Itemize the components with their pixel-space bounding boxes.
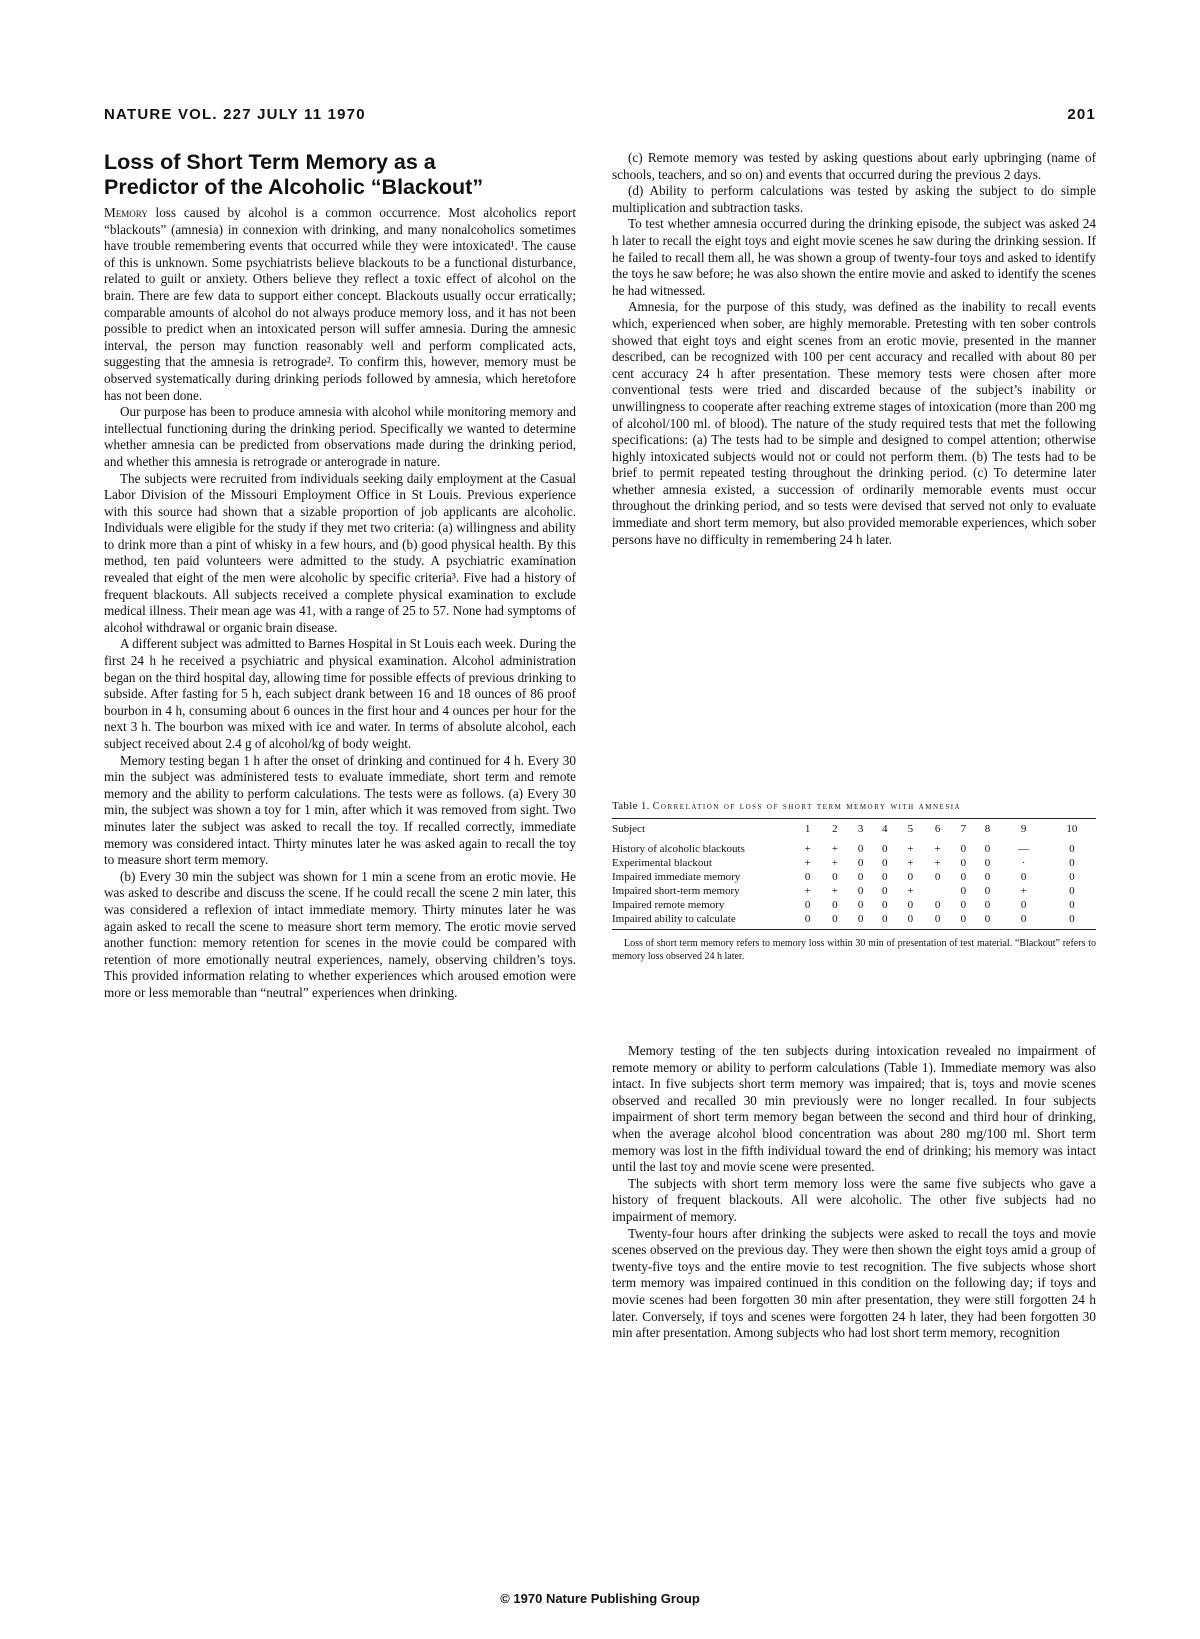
paragraph: (d) Ability to perform calculations was tested by asking the subject to do simple multiplication and subtraction tasks. bbox=[612, 183, 1096, 215]
right-column-top bbox=[612, 150, 1096, 790]
table-cell: 0 bbox=[881, 885, 888, 897]
title-line-1: Loss of Short Term Memory as a bbox=[104, 150, 436, 174]
table-cell: + bbox=[804, 843, 811, 855]
right-column-bottom bbox=[612, 1043, 1096, 1543]
column-header: 1 bbox=[804, 823, 811, 835]
column-header: 5 bbox=[907, 823, 914, 835]
table-cell: 0 bbox=[934, 871, 941, 883]
table-cell: 0 bbox=[881, 899, 888, 911]
paragraph: The subjects were recruited from individuals seeking daily employment at the Casual Labor Division of the Missouri Employment Office in St Louis. Previous experience with this source had shown that a sizable proportion of job applicants are alcoholic. Individuals were eligible for the study if they met two criteria: (a) willingness and ability to drink more than a pint of whisky in a few hours, and (b) good physical health. By this method, ten paid volunteers were admitted to the study. A psychiatric examination revealed that eight of the men were alcoholic by specific criteria³. Five had a history of frequent blackouts. All subjects received a complete physical examination to exclude medical illness. Their mean age was 41, with a range of 25 to 57. None had symptoms of alcohol withdrawal or organic brain disease. bbox=[104, 470, 576, 635]
table-cell: 0 bbox=[881, 843, 888, 855]
table-1 bbox=[612, 800, 1096, 1030]
table-cell: 0 bbox=[857, 871, 864, 883]
row-label: Experimental blackout bbox=[612, 857, 712, 869]
table-cell bbox=[924, 884, 951, 898]
table-label: Table 1. bbox=[612, 800, 650, 812]
table-cell: 0 bbox=[907, 899, 914, 911]
table-cell: + bbox=[831, 843, 838, 855]
table-row bbox=[612, 839, 1096, 856]
column-header: 3 bbox=[857, 823, 864, 835]
table-row bbox=[612, 898, 1096, 912]
table-cell: 0 bbox=[934, 913, 941, 925]
table-caption bbox=[612, 800, 1096, 812]
table-cell: 0 bbox=[1020, 871, 1027, 883]
table-cell: + bbox=[804, 885, 811, 897]
column-header: 10 bbox=[1066, 823, 1078, 835]
row-label: Impaired immediate memory bbox=[612, 871, 741, 883]
page-number: 201 bbox=[1067, 106, 1096, 123]
table-row bbox=[612, 884, 1096, 898]
table-cell: 0 bbox=[857, 913, 864, 925]
table-cell: 0 bbox=[832, 899, 838, 911]
table-cell: 0 bbox=[984, 843, 991, 855]
table-cell: 0 bbox=[832, 913, 838, 925]
row-label: Impaired short-term memory bbox=[612, 885, 740, 897]
table-cell: 0 bbox=[832, 871, 838, 883]
table-cell: 0 bbox=[1069, 871, 1075, 883]
table-cell: 0 bbox=[960, 885, 967, 897]
data-table bbox=[612, 819, 1096, 929]
table-cell: 0 bbox=[881, 871, 888, 883]
table-row bbox=[612, 870, 1096, 884]
paragraph: Our purpose has been to produce amnesia with alcohol while monitoring memory and intellectual functioning during the drinking period. Specifically we wanted to determine whether amnesia can be predicted from observations made during the drinking period, and whether this amnesia is retrograde or anterograde in nature. bbox=[104, 404, 576, 469]
table-cell: 0 bbox=[881, 857, 888, 869]
column-header: 6 bbox=[934, 823, 941, 835]
table-rule-bottom bbox=[612, 929, 1096, 930]
table-cell: 0 bbox=[960, 913, 967, 925]
table-cell: + bbox=[907, 843, 914, 855]
paragraph: Memory testing of the ten subjects during intoxication revealed no impairment of remote memory or ability to perform calculations (Table 1). Immediate memory was also intact. In five subjects short term memory was impaired; that is, toys and movie scenes observed and recalled 30 min previously were no longer recalled. In four subjects impairment of short term memory began between the second and third hour of drinking, when the average alcohol blood concentration was about 280 mg/100 ml. Short term memory was lost in the fifth individual toward the end of drinking; his memory was intact until the last toy and movie scene were presented. bbox=[612, 1043, 1096, 1175]
table-cell: 0 bbox=[907, 913, 914, 925]
paragraph-text: loss caused by alcohol is a common occurrence. Most alcoholics report “blackouts” (amnesia) in connexion with drinking, and many nonalcoholics sometimes have trouble remembering events that occurred while they were intoxicated¹. The cause of this is unknown. Some psychiatrists believe blackouts to be a functional disturbance, related to guilt or anxiety. Others believe they reflect a toxic effect of alcohol on the brain. There are few data to support either concept. Blackouts usually occur erratically; comparable amounts of alcohol do not always produce memory loss, and it has not been possible to predict when an intoxicated person will suffer amnesia. During the amnesic interval, the person may function reasonably well and perform complicated acts, suggesting that the amnesia is retrograde². To confirm this, however, memory must be observed systematically during drinking periods followed by amnesia, which heretofore has not been done. bbox=[104, 205, 576, 403]
table-cell: · bbox=[1021, 857, 1026, 869]
table-body bbox=[612, 839, 1096, 929]
journal-citation: NATURE VOL. 227 JULY 11 1970 bbox=[104, 106, 366, 123]
row-label: Impaired ability to calculate bbox=[612, 913, 736, 925]
table-cell: 0 bbox=[984, 871, 991, 883]
table-cell: 0 bbox=[1069, 899, 1075, 911]
table-cell: 0 bbox=[907, 871, 914, 883]
table-cell: 0 bbox=[857, 843, 864, 855]
column-header: 7 bbox=[960, 823, 967, 835]
column-header: 8 bbox=[984, 823, 991, 835]
row-label: Impaired remote memory bbox=[612, 899, 725, 911]
table-cell: + bbox=[831, 857, 838, 869]
table-cell: 0 bbox=[857, 885, 864, 897]
table-cell: 0 bbox=[960, 871, 967, 883]
table-cell: 0 bbox=[960, 857, 967, 869]
paragraph: Memory testing began 1 h after the onset of drinking and continued for 4 h. Every 30 min the subject was administered tests to evaluate immediate, short term and remote memory and the ability to perform calculations. The tests were as follows. (a) Every 30 min, the subject was shown a toy for 1 min, after which it was removed from sight. Two minutes later the subject was asked to recall the toy. If recalled correctly, immediate memory was considered intact. Thirty minutes later he was asked again to recall the toy to measure short term memory. bbox=[104, 752, 576, 868]
table-cell: 0 bbox=[857, 857, 864, 869]
table-cell: + bbox=[934, 843, 941, 855]
table-cell: 0 bbox=[1020, 913, 1027, 925]
table-cell: + bbox=[907, 857, 914, 869]
paragraph: The subjects with short term memory loss were the same five subjects who gave a history of frequent blackouts. All were alcoholic. The other five subjects had no impairment of memory. bbox=[612, 1175, 1096, 1224]
paragraph: Twenty-four hours after drinking the subjects were asked to recall the toys and movie scenes observed on the previous day. They were then shown the eight toys amid a group of twenty-five toys and the entire movie to test recognition. The five subjects whose short term memory was impaired continued in this condition on the following day; if toys and movie scenes had been forgotten 30 min after presentation, they were still forgotten 24 h later. Conversely, if toys and scenes were forgotten 24 h later, they had been forgotten 30 min after presentation. Among subjects who had lost short term memory, recognition bbox=[612, 1225, 1096, 1341]
paragraph bbox=[104, 205, 576, 404]
table-cell: 0 bbox=[804, 913, 811, 925]
paragraph: (c) Remote memory was tested by asking questions about early upbringing (name of schools, teachers, and so on) and events that occurred during the previous 2 days. bbox=[612, 150, 1096, 182]
table-row bbox=[612, 856, 1096, 870]
table-cell: 0 bbox=[984, 857, 991, 869]
left-column bbox=[104, 205, 576, 1540]
table-cell: 0 bbox=[1069, 843, 1075, 855]
table-cell: 0 bbox=[1069, 885, 1075, 897]
table-cell: 0 bbox=[804, 871, 811, 883]
table-cell: 0 bbox=[857, 899, 864, 911]
table-title: Correlation of loss of short term memory with amnesia bbox=[652, 801, 962, 812]
column-header: 9 bbox=[1020, 823, 1027, 835]
running-header bbox=[104, 106, 1096, 130]
paragraph: Amnesia, for the purpose of this study, was defined as the inability to recall events which, experienced when sober, are highly memorable. Pretesting with ten sober controls showed that eight toys and eight scenes from an erotic movie, presented in the manner described, can be recognized with 100 per cent accuracy and recalled with about 80 per cent accuracy 24 h after presentation. These memory tests were chosen after more conventional tests were tried and discarded because of the subject’s inability or unwillingness to cooperate after reaching extreme stages of intoxication (more than 200 mg of alcohol/100 ml. of blood). The nature of the study required tests that met the following specifications: (a) The tests had to be simple and designed to compel attention; otherwise highly intoxicated subjects would not or could not perform them. (b) The tests had to be brief to permit repeated testing throughout the drinking period. (c) To determine later whether amnesia existed, a succession of ordinarily memorable events must occur throughout the drinking period, and so tests were devised that served not only to evaluate immediate and short term memory, but also provided memorable experiences, which sober persons have no difficulty in remembering 24 h later. bbox=[612, 299, 1096, 547]
table-cell: — bbox=[1018, 843, 1030, 855]
table-footnote: Loss of short term memory refers to memory loss within 30 min of presentation of test material. “Blackout” refers to memory loss observed 24 h later. bbox=[612, 938, 1096, 962]
column-header: 4 bbox=[881, 823, 888, 835]
table-cell: + bbox=[831, 885, 838, 897]
copyright-footer: © 1970 Nature Publishing Group bbox=[500, 1591, 700, 1606]
table-cell: + bbox=[804, 857, 811, 869]
table-cell: + bbox=[934, 857, 941, 869]
lead-word: Memory bbox=[104, 205, 148, 220]
table-cell: 0 bbox=[934, 899, 941, 911]
table-cell: + bbox=[1020, 885, 1027, 897]
table-cell: 0 bbox=[960, 843, 967, 855]
article-title bbox=[104, 150, 574, 200]
table-cell: 0 bbox=[984, 885, 991, 897]
table-cell: 0 bbox=[984, 899, 991, 911]
title-line-2: Predictor of the Alcoholic “Blackout” bbox=[104, 175, 484, 199]
table-cell: 0 bbox=[804, 899, 811, 911]
table-header-row bbox=[612, 819, 1096, 839]
table-cell: 0 bbox=[1020, 899, 1027, 911]
paragraph: To test whether amnesia occurred during the drinking episode, the subject was asked 24 h later to recall the eight toys and eight movie scenes he saw during the drinking session. If he failed to recall them all, he was shown a group of twenty-four toys and asked to identify the toys he saw before; he was also shown the entire movie and asked to identify the scenes he had witnessed. bbox=[612, 216, 1096, 298]
table-cell: 0 bbox=[960, 899, 967, 911]
paragraph: (b) Every 30 min the subject was shown for 1 min a scene from an erotic movie. He was asked to describe and discuss the scene. If he could recall the scene 2 min later, this was considered a reflexion of intact immediate memory. Thirty minutes later he was again asked to recall the scene to measure short term memory. The erotic movie served another function: memory retention for scenes in the movie could be compared with retention of more emotionally neutral experiences, namely, observing children’s toys. This provided information relating to whether experiences which aroused emotion were more or less memorable than “neutral” experiences when drinking. bbox=[104, 868, 576, 1000]
table-cell: 0 bbox=[881, 913, 888, 925]
column-header: 2 bbox=[832, 823, 838, 835]
row-label: History of alcoholic blackouts bbox=[612, 843, 745, 855]
table-cell: 0 bbox=[1069, 857, 1075, 869]
table-header-label: Subject bbox=[612, 823, 645, 835]
table-row bbox=[612, 912, 1096, 929]
table-cell: + bbox=[907, 885, 914, 897]
table-cell: 0 bbox=[1069, 913, 1075, 925]
paragraph: A different subject was admitted to Barnes Hospital in St Louis each week. During the first 24 h he received a psychiatric and physical examination. Alcohol administration began on the third hospital day, allowing time for possible effects of previous drinking to subside. After fasting for 5 h, each subject drank between 16 and 18 ounces of 86 proof bourbon in 4 h, consuming about 6 ounces in the first hour and 4 ounces per hour for the next 3 h. The bourbon was mixed with ice and water. In terms of absolute alcohol, each subject received about 2.4 g of alcohol/kg of body weight. bbox=[104, 636, 576, 751]
table-cell: 0 bbox=[984, 913, 991, 925]
